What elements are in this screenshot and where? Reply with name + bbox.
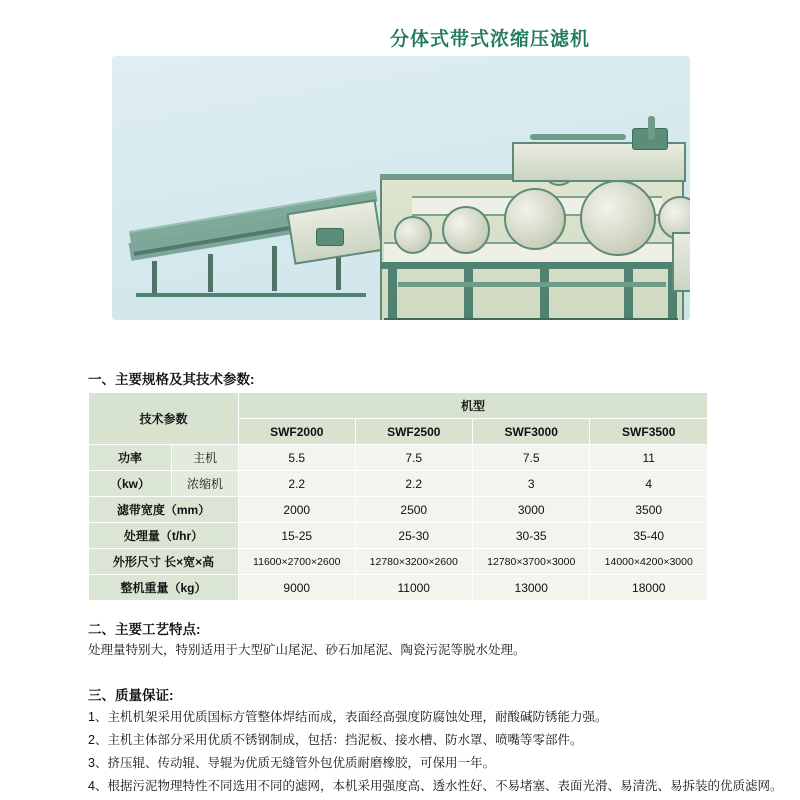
conveyor-leg	[208, 254, 213, 292]
cell-value: 2000	[239, 497, 356, 523]
quality-section-heading: 三、质量保证:	[88, 688, 174, 703]
process-section-text: 处理量特别大，特别适用于大型矿山尾泥、砂石加尾泥、陶瓷污泥等脱水处理。	[88, 643, 526, 657]
cell-value: 2.2	[239, 471, 356, 497]
quality-item-2: 2、主机主体部分采用优质不锈钢制成，包括：挡泥板、接水槽、防水罩、喷嘴等零部件。	[88, 733, 583, 747]
process-section-heading: 二、主要工艺特点:	[88, 622, 201, 637]
row-label-capacity: 处理量（t/hr）	[89, 523, 239, 549]
roller-drum	[442, 206, 490, 254]
page-title	[0, 24, 800, 51]
roller-drum	[394, 216, 432, 254]
table-row-header-model	[89, 393, 708, 419]
cell-value: 2500	[355, 497, 472, 523]
support-post	[624, 268, 633, 320]
cell-value: 4	[590, 471, 708, 497]
conveyor-leg	[152, 261, 157, 295]
cell-value: 18000	[590, 575, 708, 601]
row-label-power-unit: （kw）	[89, 471, 172, 497]
table-row	[89, 523, 708, 549]
cell-value: 15-25	[239, 523, 356, 549]
quality-item-3: 3、挤压辊、传动辊、导辊为优质无缝管外包优质耐磨橡胶，可保用一年。	[88, 756, 495, 770]
table-row	[89, 471, 708, 497]
table-row	[89, 549, 708, 575]
header-param: 技术参数	[89, 393, 239, 445]
main-press-roller	[580, 180, 656, 256]
cell-value: 7.5	[355, 445, 472, 471]
cell-value: 2.2	[355, 471, 472, 497]
spec-table	[88, 392, 708, 601]
row-label-weight: 整机重量（kg）	[89, 575, 239, 601]
row-sublabel-thickener: 浓缩机	[172, 471, 239, 497]
table-row	[89, 497, 708, 523]
vent-pipe	[648, 116, 655, 140]
conveyor-base-rail	[136, 293, 366, 297]
quality-item-4: 4、根据污泥物理特性不同选用不同的滤网，本机采用强度高、透水性好、不易堵塞、表面光滑、易清洗、易拆装的优质滤网。	[88, 779, 783, 793]
cell-value: 9000	[239, 575, 356, 601]
model-col-3: SWF3000	[472, 419, 589, 445]
cell-value: 13000	[472, 575, 589, 601]
base-frame	[384, 318, 678, 320]
header-model: 机型	[239, 393, 708, 419]
table-row	[89, 575, 708, 601]
frame-cross-beam	[380, 262, 680, 269]
quality-item-1: 1、主机机架采用优质国标方管整体焊结而成，表面经高强度防腐蚀处理，耐酸碱防锈能力强。	[88, 710, 608, 724]
row-label-dimensions: 外形尺寸 长×宽×高	[89, 549, 239, 575]
cell-value: 12780×3200×2600	[355, 549, 472, 575]
cell-value: 14000×4200×3000	[590, 549, 708, 575]
spray-pipe	[530, 134, 626, 140]
cell-value: 3000	[472, 497, 589, 523]
row-sublabel-main-machine: 主机	[172, 445, 239, 471]
model-col-1: SWF2000	[239, 419, 356, 445]
cell-value: 5.5	[239, 445, 356, 471]
discharge-chute	[672, 232, 690, 292]
support-post	[540, 268, 549, 320]
model-col-4: SWF3500	[590, 419, 708, 445]
product-photo	[112, 56, 690, 320]
cell-value: 11600×2700×2600	[239, 549, 356, 575]
spec-table-wrapper	[88, 392, 708, 601]
support-post	[464, 268, 473, 320]
press-roller	[504, 188, 566, 250]
drive-motor-left	[316, 228, 344, 246]
cell-value: 7.5	[472, 445, 589, 471]
cell-value: 12780×3700×3000	[472, 549, 589, 575]
support-post	[388, 268, 397, 320]
table-row	[89, 445, 708, 471]
model-col-2: SWF2500	[355, 419, 472, 445]
mid-brace	[398, 282, 666, 287]
cell-value: 3500	[590, 497, 708, 523]
cell-value: 11000	[355, 575, 472, 601]
cell-value: 3	[472, 471, 589, 497]
row-label-power: 功率	[89, 445, 172, 471]
page-title-text: 分体式带式浓缩压滤机	[389, 29, 590, 50]
cell-value: 30-35	[472, 523, 589, 549]
cell-value: 11	[590, 445, 708, 471]
cell-value: 35-40	[590, 523, 708, 549]
row-label-belt-width: 滤带宽度（mm）	[89, 497, 239, 523]
spec-section-heading: 一、主要规格及其技术参数:	[88, 372, 255, 387]
conveyor-leg	[272, 246, 277, 291]
cell-value: 25-30	[355, 523, 472, 549]
